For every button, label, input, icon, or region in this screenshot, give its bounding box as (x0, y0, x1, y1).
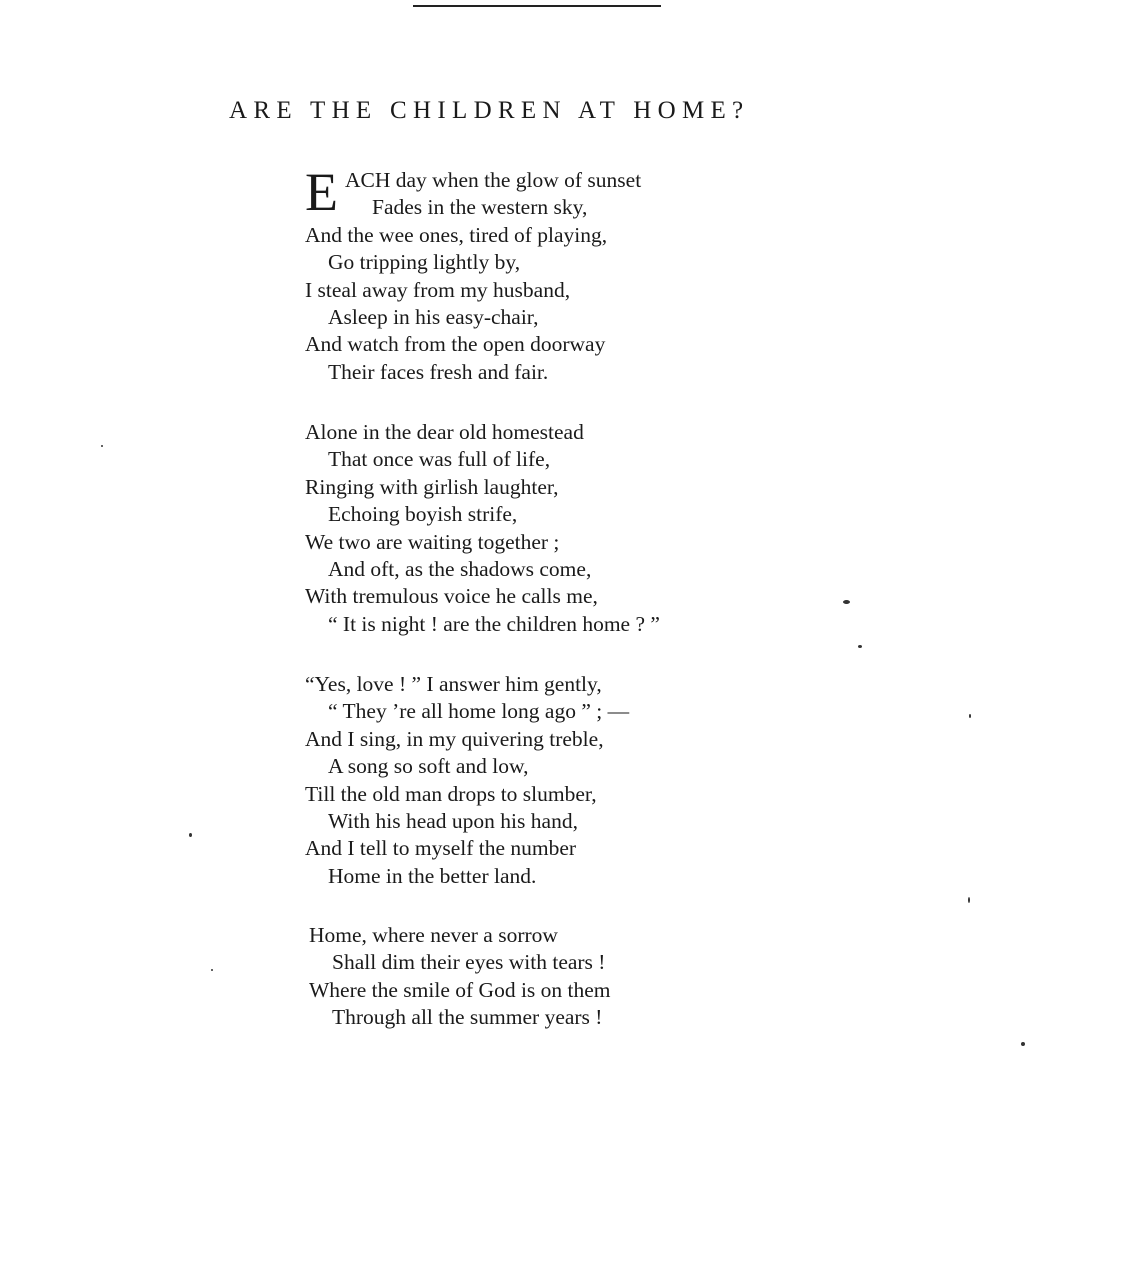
drop-cap: E (305, 162, 338, 222)
scan-speck (189, 833, 192, 837)
scan-speck (101, 445, 103, 447)
scan-speck (843, 600, 850, 604)
poem-line: “ They ’re all home long ago ” ; — (328, 699, 630, 724)
scan-speck (968, 897, 970, 903)
poem-line: Home in the better land. (328, 863, 537, 888)
poem-line: Echoing boyish strife, (328, 502, 518, 527)
poem-line: Home, where never a sorrow (309, 923, 558, 947)
poem-line: With tremulous voice he calls me, (305, 584, 598, 609)
poem-line: And watch from the open doorway (305, 332, 606, 357)
poem-line: Where the smile of God is on them (309, 977, 611, 1002)
top-rule (413, 5, 661, 7)
poem-line: Asleep in his easy-chair, (328, 304, 539, 329)
poem-line: That once was full of life, (328, 447, 551, 472)
poem-line: And I sing, in my quivering treble, (305, 726, 604, 751)
poem-line: A song so soft and low, (328, 754, 529, 779)
poem-title: ARE THE CHILDREN AT HOME? (229, 97, 750, 124)
poem-line: We two are waiting together ; (305, 529, 560, 554)
scan-speck (969, 714, 971, 718)
poem-line: Their faces fresh and fair. (328, 359, 549, 384)
poem-line: Go tripping lightly by, (328, 250, 521, 275)
poem-line: Ringing with girlish laughter, (305, 474, 559, 499)
poem-line: With his head upon his hand, (328, 808, 578, 833)
poem-line: ACH day when the glow of sunset (345, 168, 642, 192)
poem-line: Shall dim their eyes with tears ! (332, 950, 606, 975)
scan-speck (858, 645, 862, 648)
scan-speck (211, 969, 213, 971)
poem-line: I steal away from my husband, (305, 277, 571, 302)
first-line-group (305, 162, 642, 222)
scan-speck (1021, 1042, 1025, 1046)
poem-line: Fades in the western sky, (372, 195, 588, 220)
stanza-4 (309, 922, 611, 1032)
stanza-2 (305, 419, 660, 638)
poem-line: And oft, as the shadows come, (328, 556, 592, 581)
poem-line: Alone in the dear old homestead (305, 420, 584, 444)
stanza-1 (305, 162, 642, 386)
poem-line: Through all the summer years ! (332, 1005, 603, 1030)
poem-line: Till the old man drops to slumber, (305, 781, 597, 806)
stanza-3 (305, 671, 629, 890)
poem-line: And the wee ones, tired of playing, (305, 222, 608, 247)
poem-line: And I tell to myself the number (305, 836, 577, 861)
poem-line: “Yes, love ! ” I answer him gently, (305, 672, 602, 696)
poem-line: “ It is night ! are the children home ? ” (328, 611, 660, 636)
